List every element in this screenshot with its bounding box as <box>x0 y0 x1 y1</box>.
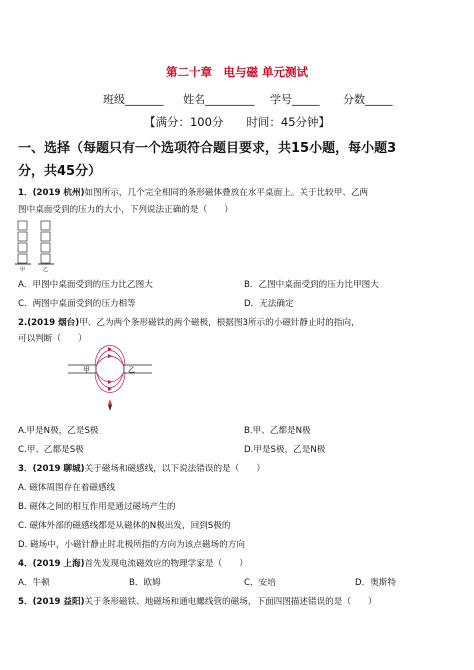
fig-label-jia: 甲 <box>20 267 26 272</box>
q3-option-c[interactable]: C. 磁体外部的磁感线都是从磁体的N极出发，回到S极的 <box>18 521 231 531</box>
question-number: 2 <box>18 318 24 328</box>
question-text: 如图所示，几个完全相同的条形磁体叠放在水平桌面上。关于比较甲、乙两 <box>84 188 369 198</box>
question-number: 5 <box>18 597 24 607</box>
q4-option-d[interactable]: D．奥斯特 <box>355 578 396 588</box>
fig-label-yi: 乙 <box>128 366 135 374</box>
q4-option-a[interactable]: A．牛顿 <box>18 578 50 588</box>
question-number: 3 <box>18 464 24 474</box>
name-field[interactable]: 姓名_________ <box>183 93 255 106</box>
q2-option-c[interactable]: C.甲、乙都是S极 <box>18 445 84 455</box>
q1-option-a[interactable]: A．甲图中桌面受到的压力比乙图大 <box>18 280 153 290</box>
question-text: 首先发现电流磁效应的物理学家是（ ） <box>84 559 248 569</box>
magnet-jia-outline <box>68 365 96 373</box>
question-3 <box>18 462 265 474</box>
q2-option-a[interactable]: A.甲是N极，乙是S极 <box>18 426 99 436</box>
section-heading-cont: 分，共45分） <box>18 164 102 179</box>
question-source: ．(2019 上海) <box>23 559 85 569</box>
magnet-stack-b <box>38 221 54 264</box>
question-number: 4 <box>18 559 24 569</box>
field-lines <box>95 346 125 393</box>
compass-needle <box>108 399 112 411</box>
q1-option-d[interactable]: D．无法确定 <box>244 299 294 309</box>
q2-field-lines-figure <box>66 343 156 413</box>
student-id-field[interactable]: 学号_____ <box>270 93 320 106</box>
magnet-stack-a <box>15 221 31 264</box>
question-source: ．(2019 杭州) <box>23 188 85 198</box>
q1-magnets-figure <box>15 218 57 272</box>
q4-option-c[interactable]: C．安培 <box>244 578 276 588</box>
question-text: 甲、乙为两个条形磁铁的两个磁极，根据图3所示的小磁针静止时的指向， <box>79 318 360 328</box>
question-2 <box>18 316 360 328</box>
question-1-cont: 图中桌面受到的压力的大小，下列说法正确的是（ ） <box>18 205 233 215</box>
fig-label-jia: 甲 <box>83 366 90 374</box>
question-2-cont: 可以判断（ ） <box>18 334 87 344</box>
section-heading: 一、选择（每题只有一个选项符合题目要求，共15小题，每小题3 <box>18 141 397 156</box>
fig-label-yi: 乙 <box>43 267 49 272</box>
question-source: .(2019 烟台) <box>23 318 80 328</box>
q3-option-d[interactable]: D. 磁场中，小磁针静止时北极所指的方向为该点磁场的方向 <box>18 540 245 550</box>
score-field[interactable]: 分数_____ <box>343 93 393 106</box>
class-field[interactable]: 班级_______ <box>103 93 164 106</box>
field-arrows <box>108 347 112 391</box>
q2-option-b[interactable]: B.甲、乙都是N极 <box>244 426 311 436</box>
exam-info: 【满分：100分 时间：45分钟】 <box>143 115 331 129</box>
q1-option-b[interactable]: B．乙图中桌面受到的压力比甲图大 <box>244 280 379 290</box>
q4-option-b[interactable]: B．欧姆 <box>129 578 161 588</box>
q1-option-c[interactable]: C．两图中桌面受到的压力相等 <box>18 299 136 309</box>
q3-option-b[interactable]: B. 磁体之间的相互作用是通过磁场产生的 <box>18 502 176 512</box>
question-text: 关于磁场和磁感线，以下说法错误的是（ ） <box>84 464 266 474</box>
question-source: ．(2019 益阳) <box>23 597 85 607</box>
question-4 <box>18 557 248 569</box>
page-title: 第二十章 电与磁 单元测试 <box>165 65 308 79</box>
question-5 <box>18 595 377 607</box>
question-number: 1 <box>18 188 24 198</box>
q3-option-a[interactable]: A. 磁体周围存在着磁感线 <box>18 483 116 493</box>
question-1 <box>18 186 368 198</box>
q2-option-d[interactable]: D.甲是S极，乙是N极 <box>244 445 326 455</box>
question-source: ．(2019 聊城) <box>23 464 85 474</box>
question-text: 关于条形磁铁、地磁场和通电螺线管的磁场，下面四图描述错误的是（ ） <box>84 597 377 607</box>
